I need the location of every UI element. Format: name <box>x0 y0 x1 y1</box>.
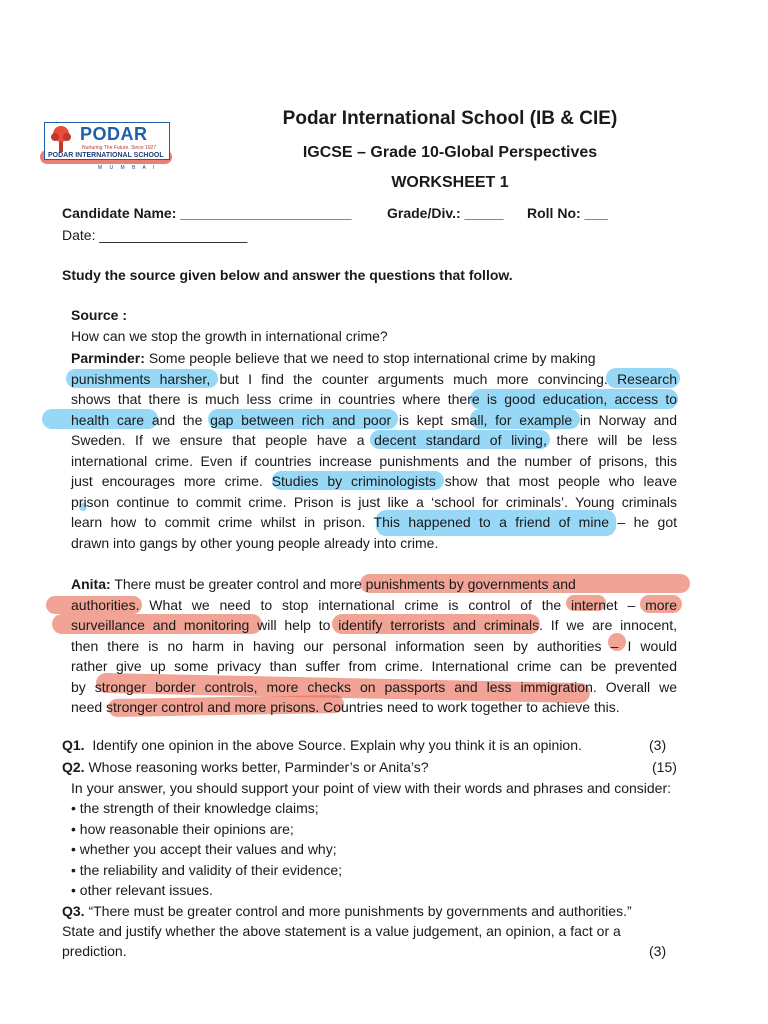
grade-field: Grade/Div.: _____ <box>387 205 504 221</box>
speaker-parminder: Parminder: <box>71 350 145 366</box>
q2-bullet: • whether you accept their values and why; <box>71 841 337 857</box>
course-title: IGCSE – Grade 10-Global Perspectives <box>302 144 598 161</box>
school-title: Podar International School (IB & CIE) <box>282 108 618 129</box>
logo-school-name: PODAR INTERNATIONAL SCHOOL <box>48 152 164 159</box>
q2-label: Q2. <box>62 759 85 775</box>
candidate-name-field: Candidate Name: ______________________ <box>62 205 352 221</box>
logo-tagline: Nurturing The Future. Since 1927 <box>82 145 157 151</box>
anita-first-line <box>71 574 677 595</box>
q2-bullet: • how reasonable their opinions are; <box>71 821 294 837</box>
q3-marks: (3) <box>649 943 667 959</box>
q2-bullet: • the reliability and validity of their evidence; <box>71 862 343 878</box>
paragraph-line: Some people believe that we need to stop international crime by making <box>148 350 596 366</box>
q2-bullet: • the strength of their knowledge claims; <box>71 800 319 816</box>
paragraph-line: shows that there is much less crime in countries where there is good education, access to <box>71 391 677 407</box>
paragraph-line: then there is no harm in having our personal information seen by authorities – I would <box>71 638 677 654</box>
q3-text-line: prediction. <box>62 943 127 959</box>
q2-intro: In your answer, you should support your point of view with their words and phrases and consider: <box>71 780 671 796</box>
q1-marks: (3) <box>649 737 667 753</box>
paragraph-line: Sweden. If we ensure that people have a decent standard of living, there will be less <box>71 432 677 448</box>
q2-bullet: • other relevant issues. <box>71 882 213 898</box>
paragraph-line: just encourages more crime. Studies by criminologists show that most people who leave <box>71 473 677 489</box>
paragraph-line: prison continue to commit crime. Prison is just like a ‘school for criminals’. Young criminals <box>71 494 677 510</box>
source-label: Source : <box>71 307 128 323</box>
paragraph-line: need stronger control and more prisons. Countries need to work together to achieve this. <box>71 699 620 715</box>
q3-text-line: State and justify whether the above statement is a value judgement, an opinion, a fact or a <box>62 923 621 939</box>
q1-label: Q1. <box>62 737 85 753</box>
paragraph-line: drawn into gangs by other young people already into crime. <box>71 535 439 551</box>
question-1 <box>62 735 582 756</box>
question-3 <box>62 901 632 922</box>
paragraph-line: authorities. What we need to stop international crime is control of the internet – more <box>71 597 677 613</box>
speaker-anita: Anita: <box>71 576 111 592</box>
paragraph-line: There must be greater control and more punishments by governments and <box>114 576 576 592</box>
paragraph-line: health care and the gap between rich and poor is kept small, for example in Norway and <box>71 412 677 428</box>
parminder-first-line <box>71 348 677 369</box>
q2-text: Whose reasoning works better, Parminder’s or Anita’s? <box>88 759 429 775</box>
logo-brand: PODAR <box>80 124 148 144</box>
q1-text: Identify one opinion in the above Source. Explain why you think it is an opinion. <box>92 737 582 753</box>
roll-no-field: Roll No: ___ <box>527 205 608 221</box>
paragraph-line: by stronger border controls, more checks on passports and less immigration. Overall we <box>71 679 677 695</box>
question-2 <box>62 757 429 778</box>
worksheet-title: WORKSHEET 1 <box>391 174 509 191</box>
source-question: How can we stop the growth in international crime? <box>71 328 388 344</box>
paragraph-line: surveillance and monitoring will help to identify terrorists and criminals. If we are innocent, <box>71 617 677 633</box>
paragraph-line: punishments harsher, but I find the counter arguments much more convincing. Research <box>71 371 677 387</box>
paragraph-line: learn how to commit crime whilst in prison. This happened to a friend of mine – he got <box>71 514 677 530</box>
q3-text: “There must be greater control and more punishments by governments and authorities.” <box>88 903 632 919</box>
logo-city: M U M B A I <box>98 165 158 171</box>
q2-marks: (15) <box>652 759 677 775</box>
paragraph-line: international crime. Even if countries increase punishments and the number of prisons, this <box>71 453 677 469</box>
q3-label: Q3. <box>62 903 85 919</box>
instruction: Study the source given below and answer the questions that follow. <box>62 267 513 283</box>
paragraph-line: rather give up some privacy than suffer from crime. International crime can be prevented <box>71 658 677 674</box>
date-field: Date: ___________________ <box>62 227 248 243</box>
